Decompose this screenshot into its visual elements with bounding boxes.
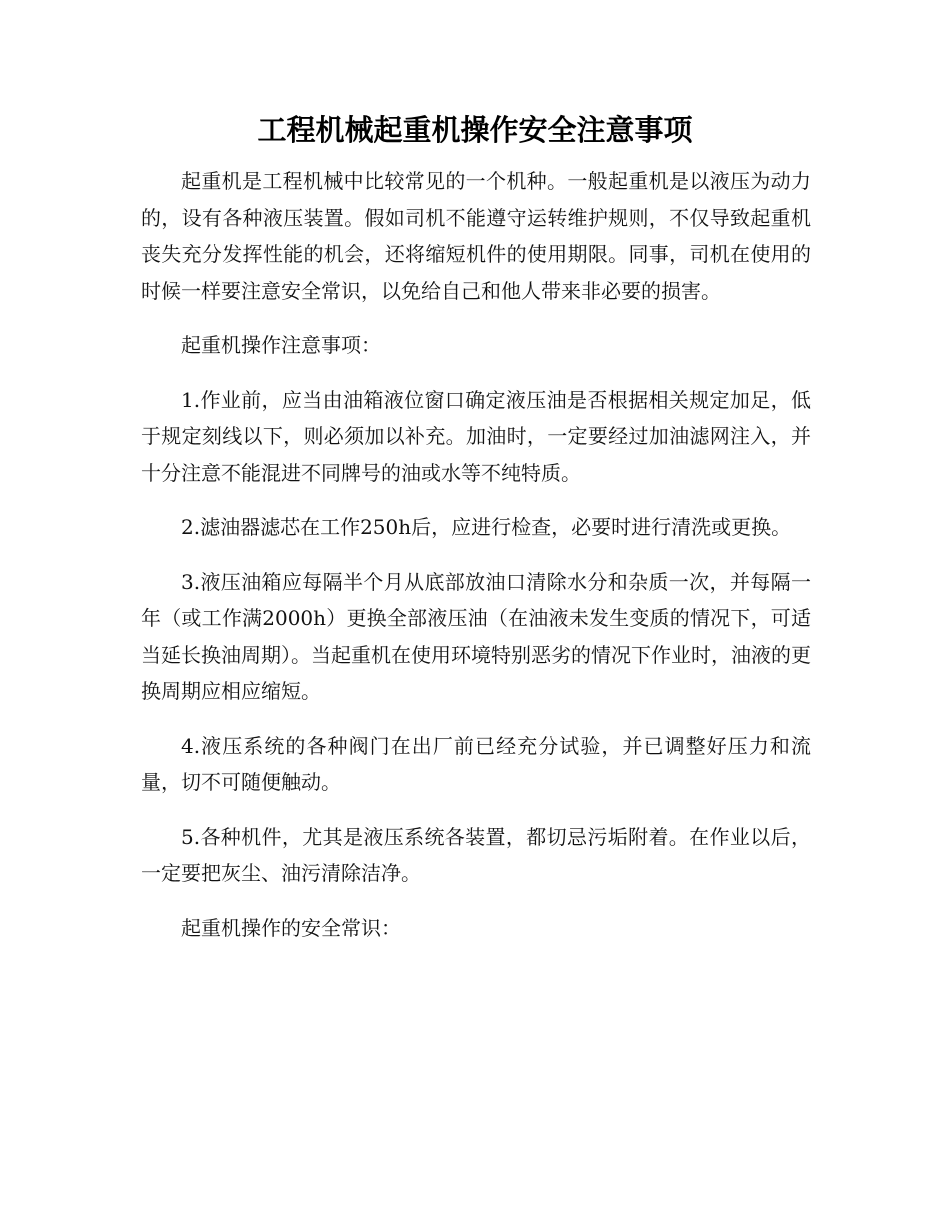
paragraph-item-5: 5.各种机件，尤其是液压系统各装置，都切忌污垢附着。在作业以后，一定要把灰尘、油污清除洁净。 [141,824,811,885]
paragraph-item-2: 2.滤油器滤芯在工作250h后，应进行检查，必要时进行清洗或更换。 [181,515,792,539]
document-body [141,163,811,964]
document-title: 工程机械起重机操作安全注意事项 [257,113,693,147]
paragraph-safety-heading: 起重机操作的安全常识： [181,915,401,940]
paragraph-item-1: 1.作业前，应当由油箱液位窗口确定液压油是否根据相关规定加足，低于规定刻线以下，则必须加以补充。加油时，一定要经过加油滤网注入，并十分注意不能混进不同牌号的油或水等不纯特质。 [141,387,811,485]
paragraph-item-3: 3.液压油箱应每隔半个月从底部放油口清除水分和杂质一次，并每隔一年（或工作满2000h）更换全部液压油（在油液未发生变质的情况下，可适当延长换油周期）。当起重机在使用环境特别恶劣的情况下作业时，油液的更换周期应相应缩短。 [141,569,811,703]
paragraph-item-4: 4.液压系统的各种阀门在出厂前已经充分试验，并已调整好压力和流量，切不可随便触动。 [141,733,811,794]
paragraph-notes-heading: 起重机操作注意事项： [181,333,381,357]
paragraph-intro: 起重机是工程机械中比较常见的一个机种。一般起重机是以液压为动力的，设有各种液压装置。假如司机不能遵守运转维护规则，不仅导致起重机丧失充分发挥性能的机会，还将缩短机件的使用期限。同事，司机在使用的时候一样要注意安全常识，以免给自己和他人带来非必要的损害。 [141,169,811,303]
